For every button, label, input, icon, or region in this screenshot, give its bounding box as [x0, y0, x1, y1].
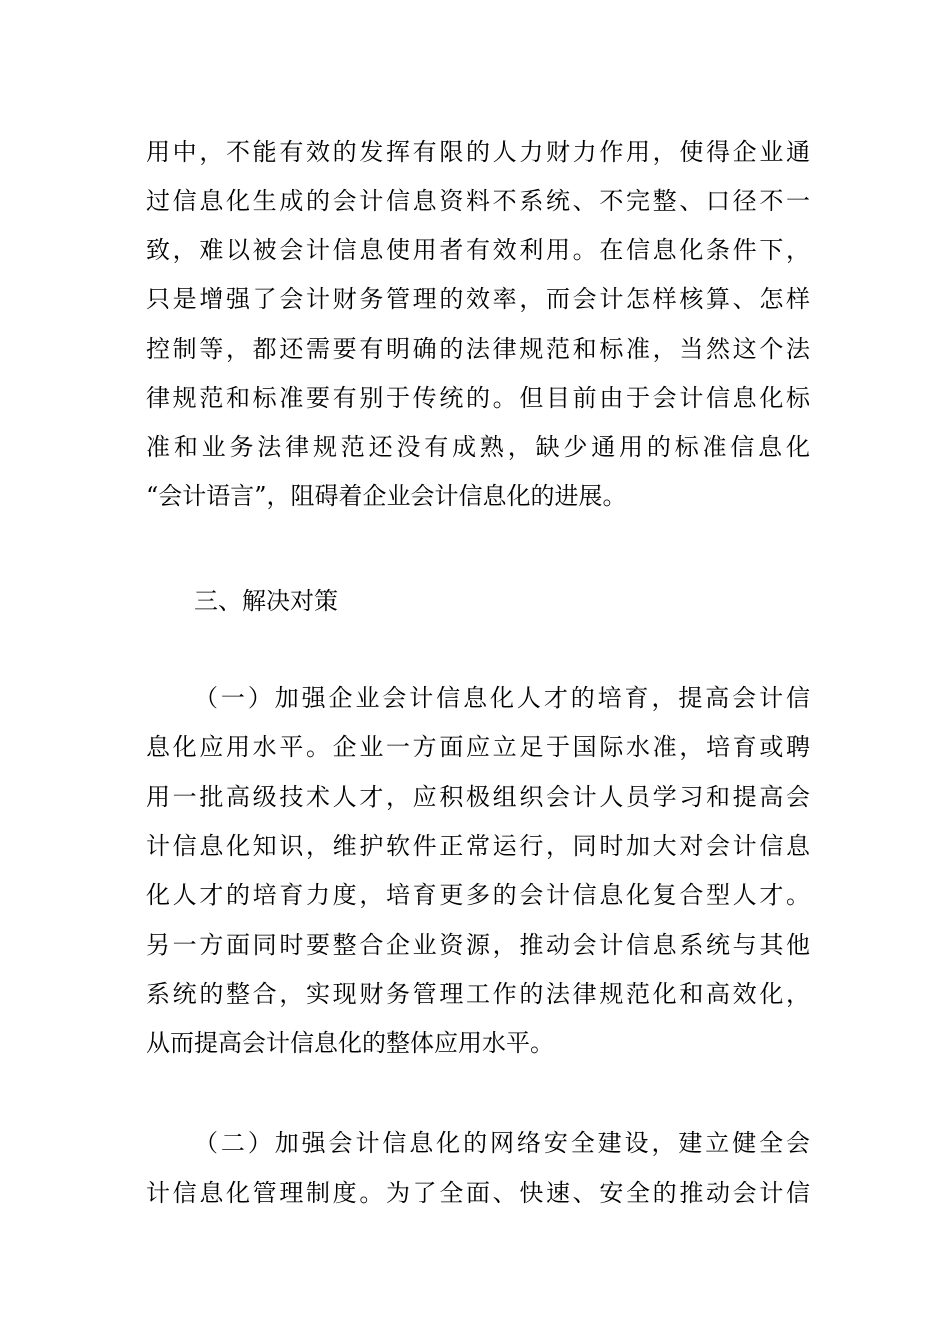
paragraph-line: （二）加强会计信息化的网络安全建设，建立健全会 — [194, 1129, 810, 1157]
paragraph-line: 只是增强了会计财务管理的效率，而会计怎样核算、怎样 — [146, 285, 810, 313]
paragraph-line: 准和业务法律规范还没有成熟，缺少通用的标准信息化 — [146, 433, 810, 461]
paragraph-line: 另一方面同时要整合企业资源，推动会计信息系统与其他 — [146, 931, 810, 959]
paragraph-line: 从而提高会计信息化的整体应用水平。 — [146, 1029, 554, 1057]
paragraph-line: 过信息化生成的会计信息资料不系统、不完整、口径不一 — [146, 187, 810, 215]
paragraph-line: 化人才的培育力度，培育更多的会计信息化复合型人才。 — [146, 881, 810, 909]
paragraph-line: 律规范和标准要有别于传统的。但目前由于会计信息化标 — [146, 384, 810, 412]
section-heading: 三、解决对策 — [194, 587, 338, 615]
paragraph-line: （一）加强企业会计信息化人才的培育，提高会计信 — [194, 684, 810, 712]
paragraph-line: 息化应用水平。企业一方面应立足于国际水准，培育或聘 — [146, 733, 810, 761]
paragraph-line: 计信息化管理制度。为了全面、快速、安全的推动会计信 — [146, 1179, 810, 1207]
paragraph-line: 致，难以被会计信息使用者有效利用。在信息化条件下， — [146, 236, 810, 264]
paragraph-line: 计信息化知识，维护软件正常运行，同时加大对会计信息 — [146, 832, 810, 860]
paragraph-line: 控制等，都还需要有明确的法律规范和标准，当然这个法 — [146, 335, 810, 363]
paragraph-line: “会计语言”，阻碍着企业会计信息化的进展。 — [146, 482, 627, 510]
paragraph-line: 用一批高级技术人才，应积极组织会计人员学习和提高会 — [146, 783, 810, 811]
paragraph-line: 用中，不能有效的发挥有限的人力财力作用，使得企业通 — [146, 138, 810, 166]
paragraph-line: 系统的整合，实现财务管理工作的法律规范化和高效化， — [146, 980, 810, 1008]
